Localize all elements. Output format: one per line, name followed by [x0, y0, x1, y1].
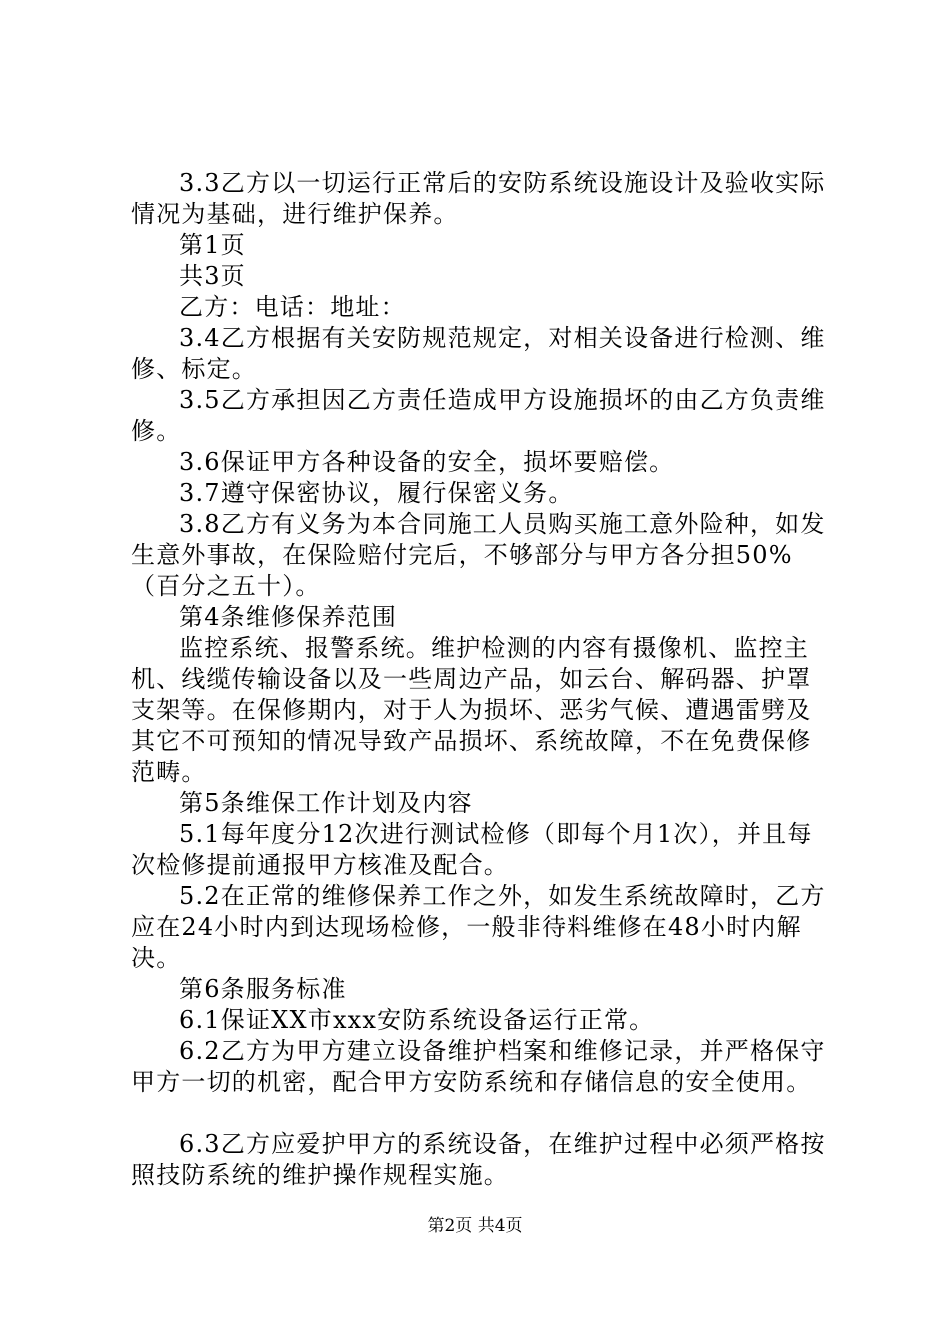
- section-heading-5: 第5条维保工作计划及内容: [179, 789, 473, 817]
- paragraph-3-4: 3.4乙方根据有关安防规范规定，对相关设备进行检测、维修、标定。: [131, 324, 826, 383]
- party-b-contact-line: 乙方：电话：地址：: [179, 293, 406, 321]
- page-footer: 第2页 共4页: [427, 1216, 523, 1236]
- paragraph-6-1: 6.1保证XX市xxx安防系统设备运行正常。: [179, 1006, 655, 1034]
- paragraph-3-6: 3.6保证甲方各种设备的安全，损坏要赔偿。: [179, 448, 675, 476]
- section-heading-4: 第4条维修保养范围: [179, 603, 398, 631]
- paragraph-3-5: 3.5乙方承担因乙方责任造成甲方设施损坏的由乙方负责维修。: [131, 386, 826, 445]
- page-marker-total: 共3页: [179, 262, 246, 290]
- section-heading-6: 第6条服务标准: [179, 975, 347, 1003]
- paragraph-6-2: 6.2乙方为甲方建立设备维护档案和维修记录，并严格保守甲方一切的机密，配合甲方安防系统和存储信息的安全使用。: [131, 1037, 826, 1096]
- paragraph-5-2: 5.2在正常的维修保养工作之外，如发生系统故障时，乙方应在24小时内到达现场检修，一般非待料维修在48小时内解决。: [131, 882, 826, 972]
- document-body: [131, 168, 831, 1191]
- paragraph-3-3: 3.3乙方以一切运行正常后的安防系统设施设计及验收实际情况为基础，进行维护保养。: [131, 169, 826, 228]
- paragraph-6-3: 6.3乙方应爱护甲方的系统设备，在维护过程中必须严格按照技防系统的维护操作规程实施。: [131, 1130, 826, 1189]
- page-marker-1: 第1页: [179, 231, 246, 259]
- paragraph-3-8: 3.8乙方有义务为本合同施工人员购买施工意外险种，如发生意外事故，在保险赔付完后，不够部分与甲方各分担50%（百分之五十）。: [131, 510, 826, 600]
- paragraph-3-7: 3.7遵守保密协议，履行保密义务。: [179, 479, 574, 507]
- paragraph-scope: 监控系统、报警系统。维护检测的内容有摄像机、监控主机、线缆传输设备以及一些周边产品，如云台、解码器、护罩支架等。在保修期内，对于人为损坏、恶劣气候、遭遇雷劈及其它不可预知的情况导致产品损坏、系统故障，不在免费保修范畴。: [131, 634, 812, 786]
- paragraph-5-1: 5.1每年度分12次进行测试检修（即每个月1次），并且每次检修提前通报甲方核准及配合。: [131, 820, 813, 879]
